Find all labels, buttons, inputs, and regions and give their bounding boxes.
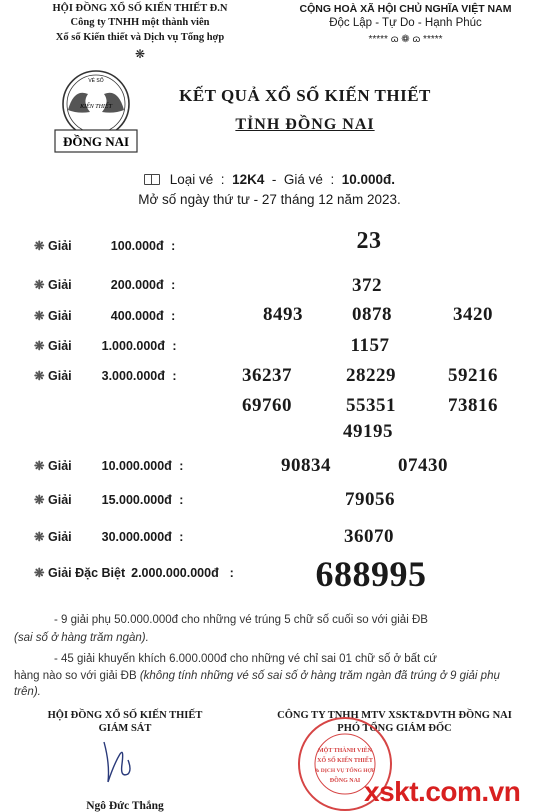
bullet-icon: ❋ bbox=[34, 530, 45, 544]
prize-amount: 30.000.000đ bbox=[101, 530, 172, 544]
signature-image bbox=[98, 734, 138, 786]
ticket-price-value: 10.000đ. bbox=[341, 172, 396, 187]
prize-label: Giải bbox=[48, 369, 72, 383]
logo-mid-text: KIẾN THIẾT bbox=[80, 104, 112, 110]
prize-label: Giải Đặc Biệt bbox=[48, 566, 126, 580]
prize-row: ❋ Giải 15.000.000đ : bbox=[34, 493, 184, 507]
prize-number: 1157 bbox=[350, 335, 390, 356]
ticket-type-label: Loại vé bbox=[169, 172, 214, 187]
prize-row: ❋ Giải 30.000.000đ : bbox=[34, 530, 184, 544]
bullet-icon: ❋ bbox=[34, 459, 45, 473]
bullet-icon: ❋ bbox=[34, 309, 45, 323]
prize-amount: 15.000.000đ bbox=[101, 493, 172, 507]
prize-row: ❋ Giải 10.000.000đ : bbox=[34, 459, 184, 473]
prize-amount: 2.000.000.000đ bbox=[131, 566, 219, 580]
prize-row: ❋ Giải 200.000đ : bbox=[34, 278, 176, 292]
prize-label: Giải bbox=[48, 309, 72, 323]
page-subtitle: TỈNH ĐỒNG NAI bbox=[235, 116, 375, 133]
prize-label: Giải bbox=[48, 239, 72, 253]
bullet-icon: ❋ bbox=[34, 493, 45, 507]
prize-number: 0878 bbox=[352, 304, 392, 325]
bullet-icon: ❋ bbox=[34, 239, 45, 253]
prize-row: ❋ Giải 1.000.000đ : bbox=[34, 339, 177, 353]
prize-row: ❋ Giải 400.000đ : bbox=[34, 309, 176, 323]
prize-amount: 1.000.000đ bbox=[101, 339, 165, 353]
ticket-price-label: Giá vé bbox=[283, 172, 323, 187]
lottery-logo bbox=[52, 68, 140, 156]
header-right-line1: CỘNG HOÀ XÃ HỘI CHỦ NGHĨA VIỆT NAM bbox=[299, 3, 512, 15]
right-sig-title1: CÔNG TY TNHH MTV XSKT&DVTH ĐỒNG NAI bbox=[277, 710, 512, 721]
prize-row: ❋ Giải 100.000đ : bbox=[34, 239, 176, 253]
left-sig-title2: GIÁM SÁT bbox=[98, 723, 152, 734]
prize-amount: 200.000đ bbox=[110, 278, 164, 292]
prize-label: Giải bbox=[48, 339, 72, 353]
prize-amount: 3.000.000đ bbox=[101, 369, 165, 383]
note-1-italic: (sai số ở hàng trăm ngàn). bbox=[14, 632, 149, 644]
prize-number: 28229 bbox=[346, 365, 396, 386]
logo-top-text: VÉ SỐ bbox=[88, 78, 104, 84]
prize-row: ❋ Giải Đặc Biệt 2.000.000.000đ : bbox=[34, 566, 234, 580]
prize-number: 36070 bbox=[344, 526, 394, 547]
prize-number: 69760 bbox=[242, 395, 292, 416]
bullet-icon: ❋ bbox=[34, 369, 45, 383]
header-left-line2: Công ty TNHH một thành viên bbox=[70, 17, 210, 28]
ticket-type-value: 12K4 bbox=[232, 172, 265, 187]
prize-number: 36237 bbox=[242, 365, 292, 386]
right-sig-title2: PHÓ TỔNG GIÁM ĐỐC bbox=[337, 723, 452, 734]
prize-amount: 100.000đ bbox=[110, 239, 164, 253]
watermark: xskt.com.vn bbox=[364, 776, 521, 807]
header-left-ornament: ❋ bbox=[134, 47, 146, 61]
page-title: KẾT QUẢ XỔ SỐ KIẾN THIẾT bbox=[179, 86, 431, 105]
left-sig-name: Ngô Đức Thắng bbox=[86, 800, 164, 812]
bullet-icon: ❋ bbox=[34, 339, 45, 353]
prize-number: 372 bbox=[352, 275, 382, 296]
prize-number: 3420 bbox=[453, 304, 493, 325]
prize-label: Giải bbox=[48, 459, 72, 473]
prize-number: 49195 bbox=[343, 421, 393, 442]
svg-text:XỔ SỐ KIẾN THIẾT: XỔ SỐ KIẾN THIẾT bbox=[317, 758, 373, 764]
note-2: - 45 giải khuyến khích 6.000.000đ cho những vé chỉ sai 01 chữ số ở bất cứ bbox=[54, 653, 437, 665]
note-1: - 9 giải phụ 50.000.000đ cho những vé trúng 5 chữ số cuối so với giải ĐB bbox=[54, 614, 428, 626]
prize-label: Giải bbox=[48, 530, 72, 544]
logo-bottom-text: ĐỒNG NAI bbox=[62, 134, 130, 149]
bullet-icon: ❋ bbox=[34, 566, 45, 580]
header-left-line1: HỘI ĐỒNG XỔ SỐ KIẾN THIẾT Đ.N bbox=[52, 3, 228, 14]
header-right-line2: Độc Lập - Tự Do - Hạnh Phúc bbox=[329, 17, 482, 29]
prize-number: 59216 bbox=[448, 365, 498, 386]
prize-amount: 10.000.000đ bbox=[101, 459, 172, 473]
svg-text:& DỊCH VỤ TỔNG HỢP: & DỊCH VỤ TỔNG HỢP bbox=[314, 768, 376, 774]
header-left-line3: Xổ số Kiến thiết và Dịch vụ Tổng hợp bbox=[55, 32, 225, 43]
svg-text:MỘT THÀNH VIÊN: MỘT THÀNH VIÊN bbox=[317, 748, 373, 754]
prize-number: 73816 bbox=[448, 395, 498, 416]
ticket-info: Loại vé : 12K4 - Giá vé : 10.000đ. bbox=[0, 172, 539, 187]
prize-number: 8493 bbox=[263, 304, 303, 325]
special-prize-number: 688995 bbox=[315, 554, 427, 594]
note-2-cont: hàng nào so với giải ĐB (không tính những vé số sai số ở hàng trăm ngàn đã trúng ở 9 giải phụ trên). bbox=[14, 670, 500, 698]
prize-amount: 400.000đ bbox=[110, 309, 164, 323]
prize-label: Giải bbox=[48, 493, 72, 507]
left-sig-title1: HỘI ĐỒNG XỔ SỐ KIẾN THIẾT bbox=[47, 710, 203, 721]
prize-number: 23 bbox=[356, 228, 382, 254]
prize-number: 55351 bbox=[346, 395, 396, 416]
draw-date: Mở số ngày thứ tư - 27 tháng 12 năm 2023. bbox=[138, 192, 401, 207]
prize-label: Giải bbox=[48, 278, 72, 292]
svg-text:ĐỒNG NAI: ĐỒNG NAI bbox=[329, 778, 361, 784]
prize-number: 07430 bbox=[398, 455, 448, 476]
bullet-icon: ❋ bbox=[34, 278, 45, 292]
prize-row: ❋ Giải 3.000.000đ : bbox=[34, 369, 177, 383]
book-icon bbox=[144, 174, 160, 185]
prize-number: 90834 bbox=[281, 455, 331, 476]
header-right-ornament: ***** ɷ ❁ ɷ ***** bbox=[368, 34, 443, 45]
prize-number: 79056 bbox=[345, 489, 395, 510]
